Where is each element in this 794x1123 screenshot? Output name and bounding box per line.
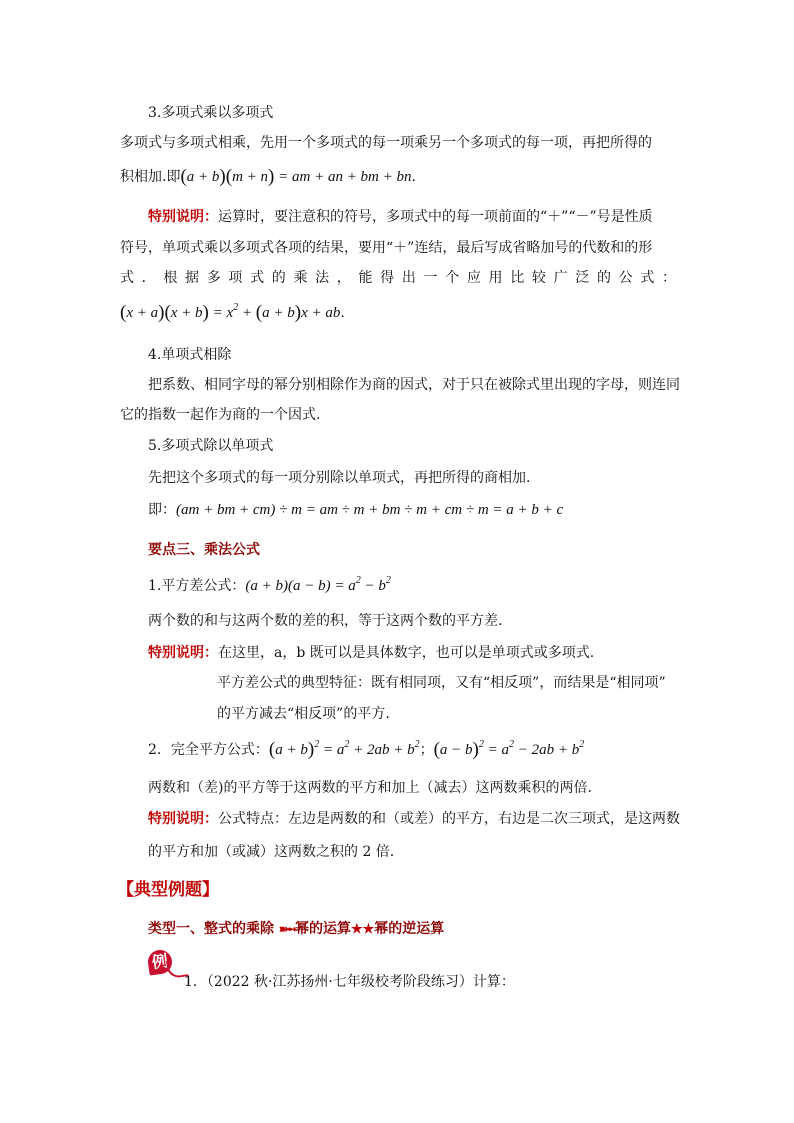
section-3-title: 3.多项式乘以多项式 [148, 105, 274, 121]
difference-of-squares-label: 1.平方差公式： [148, 578, 246, 594]
special-note-text-4: 公式特点：左边是两数的和（或差）的平方，右边是二次三项式，是这两数 [218, 811, 680, 827]
key-3-note-line-3: 的平方减去“相反项”的平方. [217, 706, 390, 722]
section-4-title: 4.单项式相除 [148, 347, 232, 363]
key-3-note-line-2: 平方差公式的典型特征：既有相同项，又有“相反项”，而结果是“相同项” [217, 675, 666, 691]
perfect-square-formula-minus: $(a - b)^2 = a^2 - 2ab + b^2$ [433, 739, 585, 760]
type-1-heading [148, 919, 444, 940]
typical-examples-heading: 【典型例题】 [117, 880, 219, 900]
general-product-formula: $(x + a)(x + b) = x^2 + (a + b)x$ + ab. [120, 302, 345, 323]
section-3-note-line-1 [148, 207, 653, 227]
key-3-note-line-1 [148, 643, 594, 663]
section-5-text-2-prefix: 即： [148, 502, 176, 518]
section-3-text-2: 积相加.即(a + b)(m + n) = am + an + bm + bn. [120, 166, 416, 187]
type-1-tail-1: 幂的运算 [294, 921, 351, 937]
section-3-formula: am + an + bm + bn [291, 169, 412, 185]
section-5-text-1: 先把这个多项式的每一项分别除以单项式，再把所得的商相加. [148, 470, 531, 486]
special-note-label-3: 特别说明： [148, 811, 218, 827]
section-3-formula-lhs: (a + b)(m + n) = [180, 166, 292, 187]
perfect-square-formula-plus: $(a + b)^2 = a^2 + 2ab + b^2$ [268, 739, 420, 760]
perfect-square-label: 2．完全平方公式： [148, 742, 269, 758]
example-badge-icon: 例 [146, 948, 173, 975]
perfect-square-separator: ； [419, 742, 434, 758]
section-3-note-line-2: 符号，单项式乘以多项式各项的结果，要用“＋”连结，最后写成省略加号的代数和的形 [120, 240, 653, 256]
section-3-note-line-3: 式．根据多项式的乘法，能得出一个应用比较广泛的公式： [120, 270, 676, 286]
special-note-label-2: 特别说明： [148, 645, 218, 661]
key-point-3-title: 要点三、乘法公式 [148, 542, 260, 558]
example-1-question: 1．（2022 秋·江苏扬州·七年级校考阶段练习）计算： [184, 974, 515, 990]
difference-of-squares-desc: 两个数的和与这两个数的差的积，等于这两个数的平方差. [148, 613, 503, 629]
special-note-text-2: 在这里，a，b 既可以是具体数字，也可以是单项式或多项式. [218, 645, 595, 661]
perfect-square-item [148, 740, 584, 760]
section-4-text-1: 把系数、相同字母的幂分别相除作为商的因式，对于只在被除式里出现的字母，则连同 [148, 377, 680, 393]
special-note-text-1: 运算时，要注意积的符号，多项式中的每一项前面的“＋”“－”号是性质 [218, 209, 653, 225]
star-icon: ★★ [350, 922, 375, 937]
key-3-note-line-4 [148, 809, 680, 829]
special-note-label: 特别说明： [148, 209, 218, 225]
type-1-tail-2: 幂的逆运算 [374, 921, 445, 937]
difference-of-squares-item [148, 576, 391, 596]
section-5-text-2 [148, 500, 563, 520]
type-1-label: 类型一、整式的乘除 [148, 921, 274, 937]
section-3-text-2-prefix: 积相加.即 [120, 169, 181, 185]
key-3-note-line-5: 的平方和加（或减）这两数之积的 2 倍. [148, 844, 395, 860]
section-5-title: 5.多项式除以单项式 [148, 438, 274, 454]
section-5-formula: (am + bm + cm) ÷ m = am ÷ m + bm ÷ m + cm ÷ m = a + b + c [176, 502, 564, 518]
perfect-square-desc: 两数和（差)的平方等于这两数的平方和加上（减去）这两数乘积的两倍. [148, 780, 592, 796]
difference-of-squares-formula: $(a + b)(a - b) = a^2 - b^2$ [245, 575, 391, 594]
double-arrow-icon: ➽➻ [278, 922, 295, 936]
section-3-text-1: 多项式与多项式相乘，先用一个多项式的每一项乘另一个多项式的每一项，再把所得的 [120, 135, 652, 151]
section-4-text-2: 它的指数一起作为商的一个因式. [120, 407, 321, 423]
